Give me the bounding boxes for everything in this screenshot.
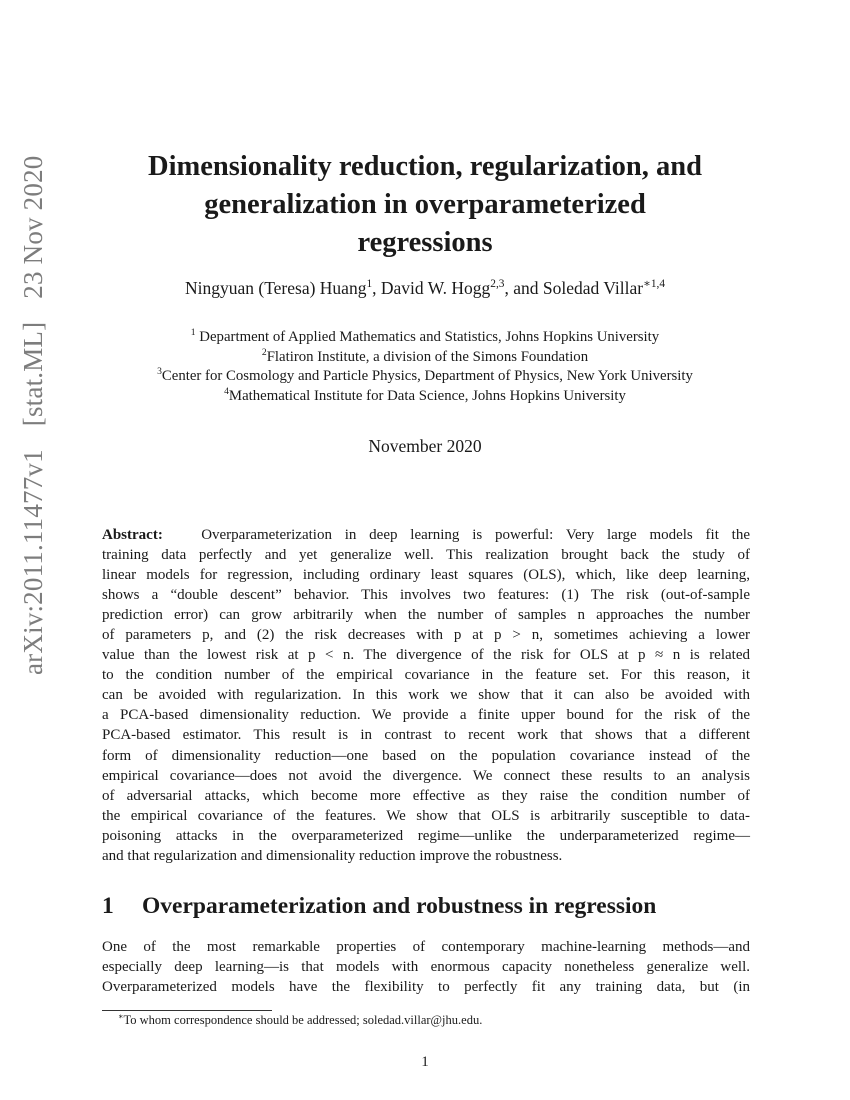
- abstract-line: can be avoided with regularization. In this work we show that it can also be avoided with: [102, 687, 750, 704]
- abstract-line: the empirical covariance of the features. We show that OLS is arbitrarily susceptible to data-: [102, 807, 750, 824]
- abstract-line: and that regularization and dimensionality reduction improve the robustness.: [102, 847, 563, 864]
- author-affil-mark: ∗1,4: [643, 278, 666, 291]
- affiliation-text: Mathematical Institute for Data Science, Johns Hopkins University: [228, 387, 626, 404]
- abstract-line: form of dimensionality reduction—one based on the population covariance instead of the: [102, 747, 750, 764]
- author-separator: , and: [504, 278, 543, 298]
- author-list: [80, 278, 770, 299]
- abstract-line-text: Overparameterization in deep learning is powerful: Very large models fit the: [201, 527, 751, 543]
- abstract-line: value than the lowest risk at p < n. The divergence of the risk for OLS at p ≈ n is related: [102, 647, 750, 664]
- abstract-line: shows a “double descent” behavior. This involves two features: (1) The risk (out-of-sample: [102, 587, 750, 604]
- paper-title: [80, 148, 770, 262]
- author-affil-mark: 1: [366, 278, 373, 291]
- author-affil-mark: 2,3: [490, 278, 505, 291]
- section-number: 1: [102, 893, 114, 919]
- arxiv-stamp: [18, 155, 48, 675]
- affiliation: [80, 387, 770, 407]
- abstract-label: Abstract:: [102, 527, 163, 543]
- affiliation: [80, 367, 770, 387]
- abstract-line: [102, 525, 750, 545]
- affiliation-mark: 3: [157, 366, 162, 378]
- title-line: Dimensionality reduction, regularization, and: [148, 151, 702, 182]
- author-name: Soledad Villar: [542, 278, 644, 298]
- section-body: [102, 937, 750, 998]
- footnote-rule: [102, 1010, 272, 1011]
- section-title: Overparameterization and robustness in regression: [142, 893, 657, 919]
- publication-date: November 2020: [368, 436, 482, 456]
- section-heading: [102, 893, 656, 920]
- author-name: Ningyuan (Teresa) Huang: [184, 278, 367, 298]
- affiliation: [80, 348, 770, 368]
- abstract-line: to the condition number of the empirical covariance in the feature set. For this reason, it: [102, 667, 750, 684]
- abstract-line: poisoning attacks in the overparameterized regime—unlike the underparameterized regime—: [102, 827, 750, 844]
- affiliation-text: Department of Applied Mathematics and Statistics, Johns Hopkins University: [195, 329, 660, 345]
- abstract: [102, 525, 750, 866]
- affiliation-list: [80, 328, 770, 406]
- abstract-line: PCA-based estimator. This result is in contrast to recent work that shows that a different: [102, 727, 750, 744]
- title-line: regressions: [357, 227, 493, 258]
- abstract-line: of adversarial attacks, which become more effective as they raise the condition number of: [102, 787, 750, 804]
- body-line: One of the most remarkable properties of contemporary machine-learning methods—and: [102, 939, 750, 955]
- abstract-line: of parameters p, and (2) the risk decreases with p at p > n, sometimes achieving a lower: [102, 627, 750, 644]
- abstract-line: empirical covariance—does not avoid the divergence. We connect these results to an analysis: [102, 767, 750, 784]
- footnote-text: To whom correspondence should be addressed; soledad.villar@jhu.edu.: [123, 1013, 483, 1027]
- arxiv-category: [stat.ML]: [18, 321, 48, 427]
- author-separator: ,: [372, 278, 381, 298]
- arxiv-id: arXiv:2011.11477v1: [18, 449, 48, 675]
- abstract-line: training data perfectly and yet generalize well. This realization brought back the study of: [102, 547, 750, 564]
- affiliation-text: Flatiron Institute, a division of the Simons Foundation: [266, 348, 589, 365]
- affiliation-text: Center for Cosmology and Particle Physics, Department of Physics, New York University: [161, 368, 693, 384]
- arxiv-date: 23 Nov 2020: [18, 155, 48, 299]
- affiliation-mark: 2: [261, 346, 267, 358]
- abstract-line: prediction error) can grow arbitrarily when the number of samples n approaches the number: [102, 607, 750, 624]
- affiliation: [80, 328, 770, 348]
- affiliation-mark: 4: [224, 385, 229, 397]
- page-number: 1: [421, 1054, 429, 1070]
- body-line: especially deep learning—is that models with enormous capacity nonetheless generalize well.: [102, 959, 750, 976]
- footnote: [118, 1013, 482, 1028]
- footnote-mark: ∗: [118, 1012, 124, 1022]
- title-line: generalization in overparameterized: [204, 189, 646, 220]
- body-line: Overparameterized models have the flexibility to perfectly fit any training data, but (in: [102, 979, 750, 996]
- abstract-line: a PCA-based dimensionality reduction. We provide a finite upper bound for the risk of the: [102, 707, 750, 724]
- author-name: David W. Hogg: [380, 278, 491, 298]
- abstract-line: linear models for regression, including ordinary least squares (OLS), which, like deep learning,: [102, 567, 750, 584]
- affiliation-mark: 1: [190, 327, 196, 339]
